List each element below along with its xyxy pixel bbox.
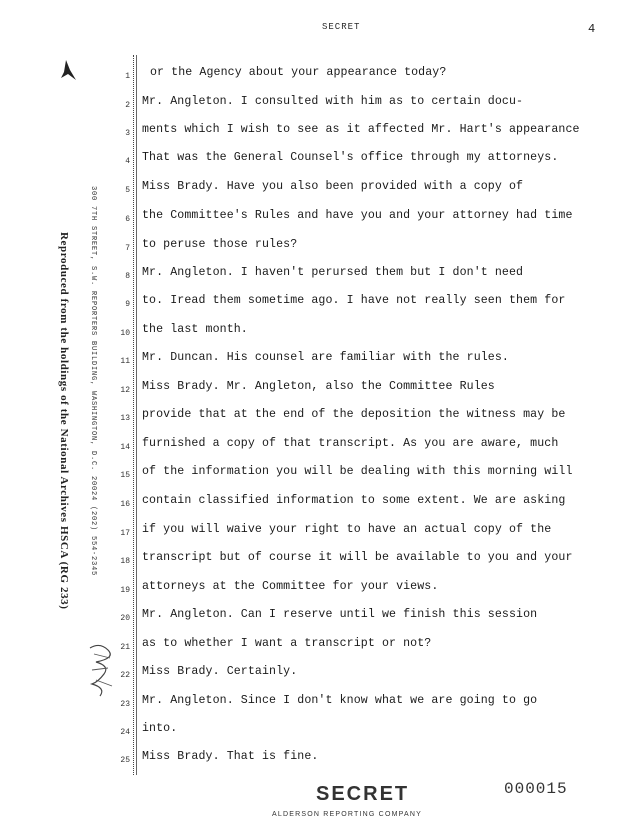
line-number: 21 (120, 643, 130, 652)
transcript-line: attorneys at the Committee for your views. (142, 580, 439, 593)
line-number: 14 (120, 443, 130, 452)
line-number: 6 (125, 215, 130, 224)
page-number: 4 (588, 22, 596, 36)
transcript-line: transcript but of course it will be available to you and your (142, 551, 573, 564)
reporter-address: 300 7TH STREET, S.W. REPORTERS BUILDING, WASHINGTON, D.C. 20024 (202) 554-2345 (89, 186, 97, 577)
line-number: 1 (125, 72, 130, 81)
transcript-line: Miss Brady. Certainly. (142, 665, 298, 678)
transcript-line: Miss Brady. Mr. Angleton, also the Committee Rules (142, 380, 495, 393)
transcript-line: if you will waive your right to have an actual copy of the (142, 523, 552, 536)
transcript-line: ments which I wish to see as it affected Mr. Hart's appearance (142, 123, 580, 136)
transcript-line: the last month. (142, 323, 248, 336)
transcript-line: into. (142, 722, 178, 735)
transcript-line: Mr. Angleton. I haven't perursed them but I don't need (142, 266, 524, 279)
transcript-line: Miss Brady. Have you also been provided with a copy of (142, 180, 524, 193)
transcript-line: to peruse those rules? (142, 238, 298, 251)
line-number: 13 (120, 414, 130, 423)
line-number: 7 (125, 244, 130, 253)
line-number: 11 (120, 357, 130, 366)
reporting-company-name: ALDERSON REPORTING COMPANY (272, 811, 422, 818)
transcript-line: furnished a copy of that transcript. As you are aware, much (142, 437, 559, 450)
line-number: 18 (120, 557, 130, 566)
transcript-line: Miss Brady. That is fine. (142, 750, 319, 763)
transcript-line: or the Agency about your appearance today? (150, 66, 447, 79)
transcript-line: Mr. Duncan. His counsel are familiar with the rules. (142, 351, 509, 364)
archive-provenance-note: Reproduced from the holdings of the National Archives HSCA (RG 233) (58, 232, 70, 610)
transcript-line: That was the General Counsel's office through my attorneys. (142, 151, 559, 164)
line-number: 2 (125, 101, 130, 110)
transcript-line: contain classified information to some extent. We are asking (142, 494, 566, 507)
footer-classification-stamp: SECRET (316, 783, 410, 805)
line-number: 9 (125, 300, 130, 309)
left-margin-rule-inner (136, 55, 137, 775)
line-number: 20 (120, 614, 130, 623)
transcript-line: Mr. Angleton. I consulted with him as to certain docu- (142, 95, 524, 108)
transcript-line: as to whether I want a transcript or not? (142, 637, 432, 650)
document-control-number: 000015 (504, 780, 568, 798)
transcript-line: of the information you will be dealing with this morning will (142, 465, 573, 478)
line-number: 15 (120, 471, 130, 480)
line-number: 17 (120, 529, 130, 538)
line-number: 8 (125, 272, 130, 281)
pen-mark-icon (58, 58, 78, 84)
line-number: 22 (120, 671, 130, 680)
line-number: 23 (120, 700, 130, 709)
line-number: 25 (120, 756, 130, 765)
transcript-line: the Committee's Rules and have you and your attorney had time (142, 209, 573, 222)
transcript-line: to. Iread them sometime ago. I have not really seen them for (142, 294, 566, 307)
line-number: 4 (125, 157, 130, 166)
line-number: 19 (120, 586, 130, 595)
left-margin-rule (133, 55, 134, 775)
transcript-line: provide that at the end of the deposition the witness may be (142, 408, 566, 421)
header-classification-stamp: SECRET (322, 22, 361, 32)
line-number: 24 (120, 728, 130, 737)
line-number: 3 (125, 129, 130, 138)
line-number: 16 (120, 500, 130, 509)
transcript-line: Mr. Angleton. Since I don't know what we are going to go (142, 694, 538, 707)
transcript-line: Mr. Angleton. Can I reserve until we finish this session (142, 608, 538, 621)
line-number: 12 (120, 386, 130, 395)
line-number: 5 (125, 186, 130, 195)
line-number: 10 (120, 329, 130, 338)
